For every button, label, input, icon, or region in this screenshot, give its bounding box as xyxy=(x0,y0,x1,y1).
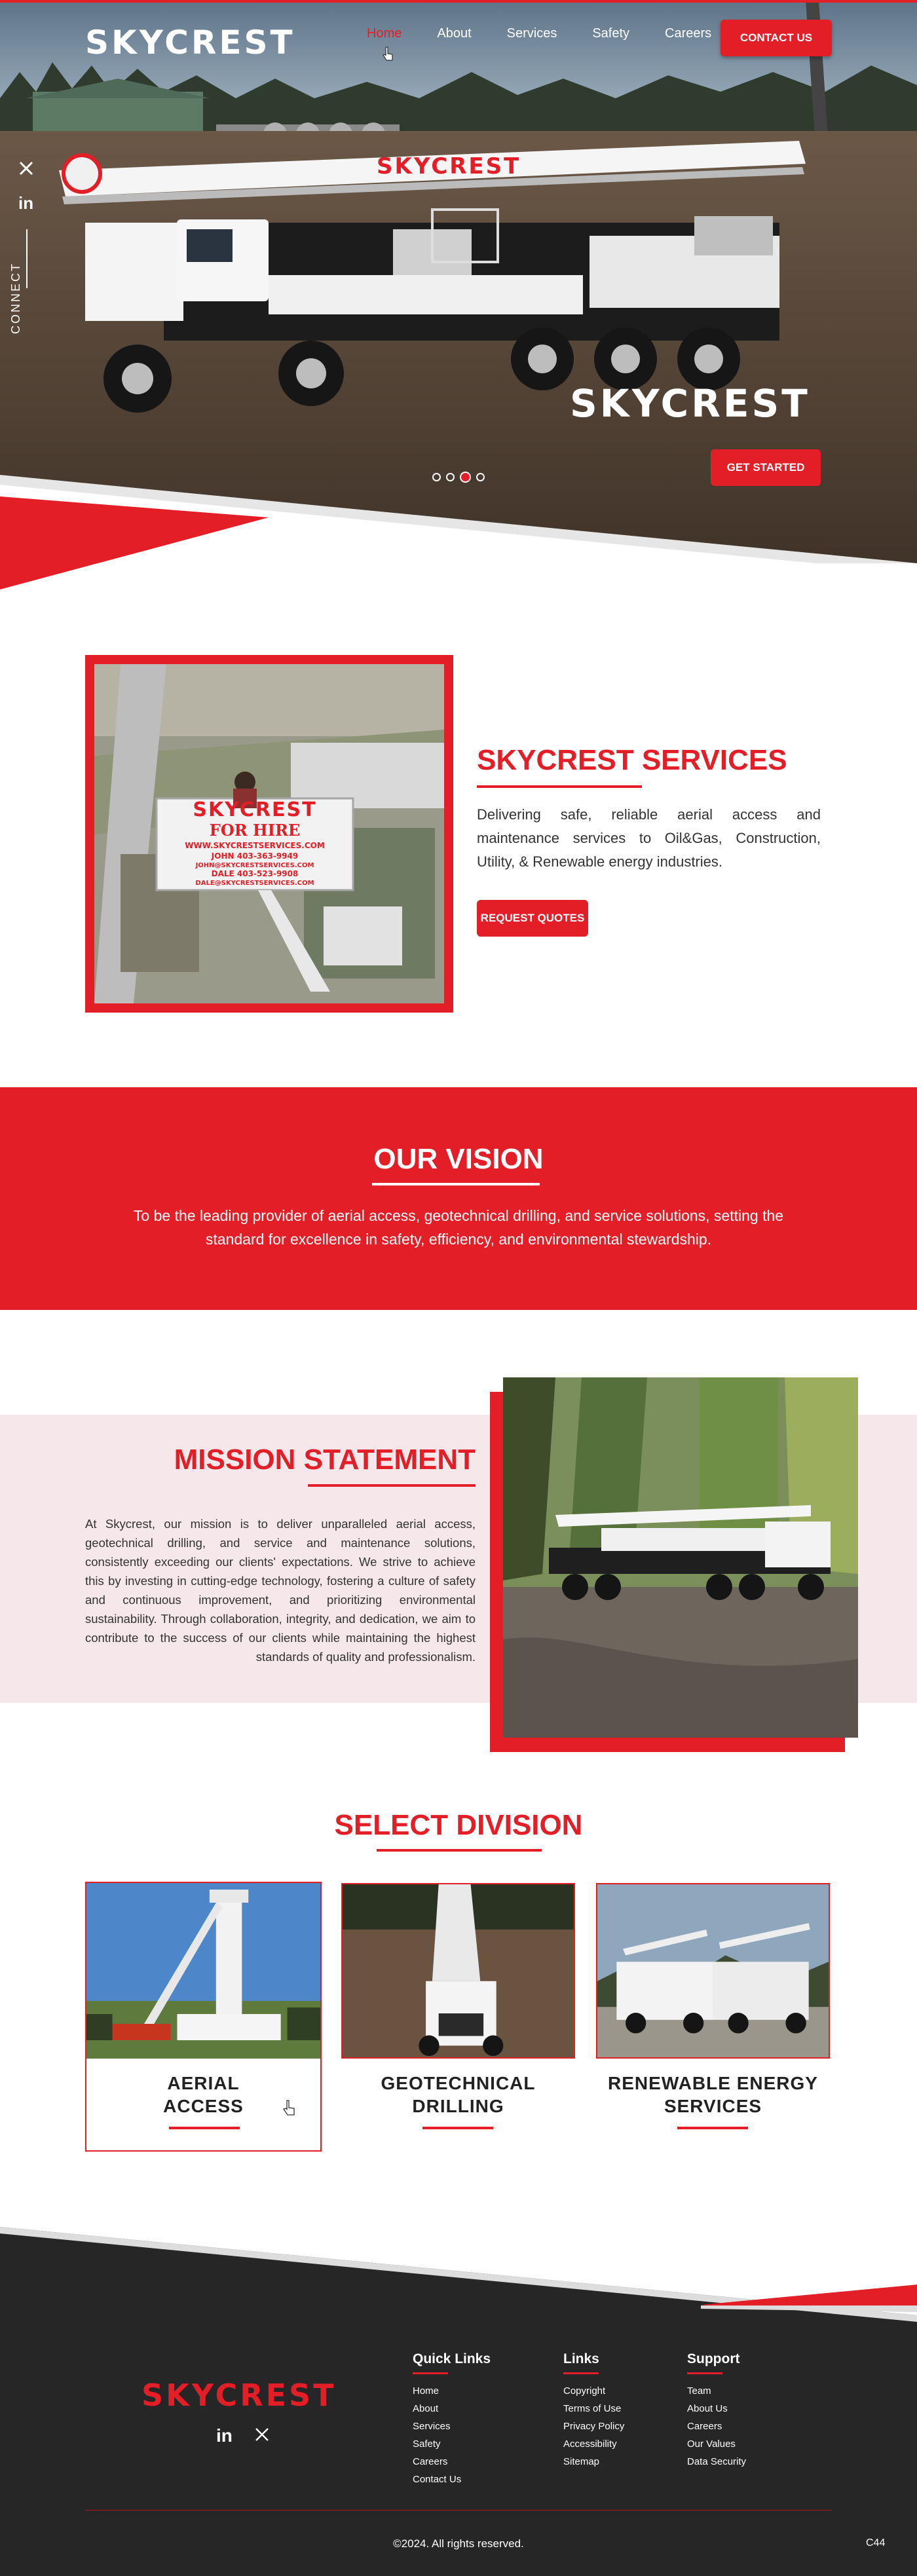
mission-heading-underline xyxy=(308,1484,476,1487)
mission-photo xyxy=(503,1377,858,1738)
mission-heading: MISSION STATEMENT xyxy=(174,1444,476,1476)
footer-link-privacy[interactable]: Privacy Policy xyxy=(563,2421,625,2432)
sign-line-6: DALE 403-523-9908 xyxy=(211,869,299,878)
x-social-icon[interactable] xyxy=(18,160,34,176)
footer-column-underline xyxy=(413,2372,448,2374)
footer-link-services[interactable]: Services xyxy=(413,2421,451,2432)
connect-label: CONNECT xyxy=(9,262,22,334)
sign-line-3: WWW.SKYCRESTSERVICES.COM xyxy=(185,841,325,850)
footer-link-accessibility[interactable]: Accessibility xyxy=(563,2438,617,2450)
footer-link-contact-us[interactable]: Contact Us xyxy=(413,2474,462,2485)
footer-column-title: Support xyxy=(687,2351,740,2366)
footer-column-underline xyxy=(687,2372,722,2374)
services-photo xyxy=(94,664,444,1003)
request-quotes-button[interactable]: REQUEST QUOTES xyxy=(477,900,588,937)
sign-line-7: DALE@SKYCRESTSERVICES.COM xyxy=(195,880,314,887)
division-card-title: RENEWABLE ENERGY SERVICES xyxy=(608,2073,818,2116)
slider-dot-active[interactable] xyxy=(460,472,471,483)
services-photo-frame xyxy=(85,655,453,1013)
get-started-button[interactable]: GET STARTED xyxy=(711,449,821,486)
footer-link-home[interactable]: Home xyxy=(413,2385,440,2397)
nav-careers[interactable]: Careers xyxy=(665,26,712,41)
footer-support xyxy=(687,2351,746,2471)
nav-services[interactable]: Services xyxy=(506,26,557,41)
services-description: Delivering safe, reliable aerial access and maintenance services to Oil&Gas, Construction, Utility, & Renewable energy industries. xyxy=(477,806,821,870)
footer-link-team[interactable]: Team xyxy=(687,2385,711,2397)
mission-text: At Skycrest, our mission is to deliver unparalleled aerial access, geotechnical drilling, and service and maintenance solutions, consistently exceeding our clients' expectations. We strive to achieve this by investing in cutting-edge technology, fostering a culture of safety and continuous improvement, and prioritizing environmental sustainability. Through collaboration, integrity, and dedication, we aim to contribute to the success of our clients while maintaining the highest standards of quality and professionalism. xyxy=(85,1517,476,1664)
geotechnical-drilling-photo xyxy=(341,1883,575,2059)
vision-heading: OUR VISION xyxy=(373,1143,544,1175)
division-card-underline xyxy=(677,2127,748,2129)
footer-link-about[interactable]: About xyxy=(413,2403,439,2414)
services-heading-underline xyxy=(477,785,642,788)
footer-links xyxy=(563,2351,624,2471)
corner-code: C44 xyxy=(866,2537,886,2548)
division-card-aerial-access[interactable] xyxy=(85,1882,322,2152)
slider-dot[interactable] xyxy=(476,473,485,481)
vision-text: To be the leading provider of aerial access, geotechnical drilling, and service solutions, setting the standard for excellence in safety, efficiency, and environmental stewardship. xyxy=(133,1207,784,1248)
renewable-energy-photo xyxy=(596,1883,830,2059)
hero-brand-wordmark: SKYCREST xyxy=(570,381,810,426)
footer-link-careers[interactable]: Careers xyxy=(413,2456,448,2467)
nav-about[interactable]: About xyxy=(437,26,472,41)
connect-divider xyxy=(26,229,28,288)
vision-section xyxy=(0,1087,917,1310)
footer-quick-links xyxy=(413,2351,491,2488)
nav-safety[interactable]: Safety xyxy=(592,26,630,41)
division-card-renewable-energy[interactable] xyxy=(595,1882,831,2116)
main-nav xyxy=(367,26,747,41)
footer-x-icon[interactable] xyxy=(254,2427,270,2442)
hero-background-photo xyxy=(0,0,917,589)
footer-link-data-security[interactable]: Data Security xyxy=(687,2456,747,2467)
slider-dots xyxy=(432,473,485,483)
division-card-underline xyxy=(169,2127,240,2129)
top-accent-bar xyxy=(0,0,917,3)
hero-banner xyxy=(0,0,917,589)
truck-boom-brand: SKYCREST xyxy=(377,153,521,179)
cursor-hand-icon xyxy=(282,2099,297,2118)
footer-link-careers-support[interactable]: Careers xyxy=(687,2421,722,2432)
sign-line-1: SKYCREST xyxy=(193,798,317,821)
footer-link-terms[interactable]: Terms of Use xyxy=(563,2403,622,2414)
slider-dot[interactable] xyxy=(446,473,455,481)
cursor-hand-icon xyxy=(381,46,396,63)
footer-column-underline xyxy=(563,2372,599,2374)
slider-dot[interactable] xyxy=(432,473,441,481)
footer-link-our-values[interactable]: Our Values xyxy=(687,2438,736,2450)
footer-link-safety[interactable]: Safety xyxy=(413,2438,441,2450)
contact-us-button[interactable]: CONTACT US xyxy=(720,20,832,56)
footer-link-copyright[interactable]: Copyright xyxy=(563,2385,606,2397)
footer-column-title: Links xyxy=(563,2351,599,2366)
aerial-access-photo xyxy=(86,1883,320,2059)
division-heading: SELECT DIVISION xyxy=(334,1809,583,1841)
footer-logo[interactable]: SKYCREST xyxy=(141,2378,337,2413)
nav-home[interactable]: Home xyxy=(367,26,402,41)
site-logo[interactable]: SKYCREST xyxy=(85,24,295,62)
footer-link-about-us[interactable]: About Us xyxy=(687,2403,728,2414)
vision-heading-underline xyxy=(372,1183,540,1185)
sign-line-2: FOR HIRE xyxy=(209,821,301,840)
footer-link-sitemap[interactable]: Sitemap xyxy=(563,2456,600,2467)
division-card-underline xyxy=(422,2127,493,2129)
footer-divider xyxy=(85,2510,832,2511)
footer-column-title: Quick Links xyxy=(413,2351,491,2366)
linkedin-icon[interactable]: in xyxy=(18,193,34,213)
division-heading-underline xyxy=(377,1849,542,1852)
footer-linkedin-icon[interactable]: in xyxy=(216,2425,233,2446)
division-card-title: GEOTECHNICAL DRILLING xyxy=(381,2073,536,2116)
division-card-title: AERIAL ACCESS xyxy=(163,2073,244,2116)
sign-line-5: JOHN@SKYCRESTSERVICES.COM xyxy=(195,862,314,869)
sign-line-4: JOHN 403-363-9949 xyxy=(211,851,299,861)
copyright-text: ©2024. All rights reserved. xyxy=(393,2537,524,2550)
division-card-geotechnical-drilling[interactable] xyxy=(340,1882,576,2116)
services-heading: SKYCREST SERVICES xyxy=(477,744,787,776)
